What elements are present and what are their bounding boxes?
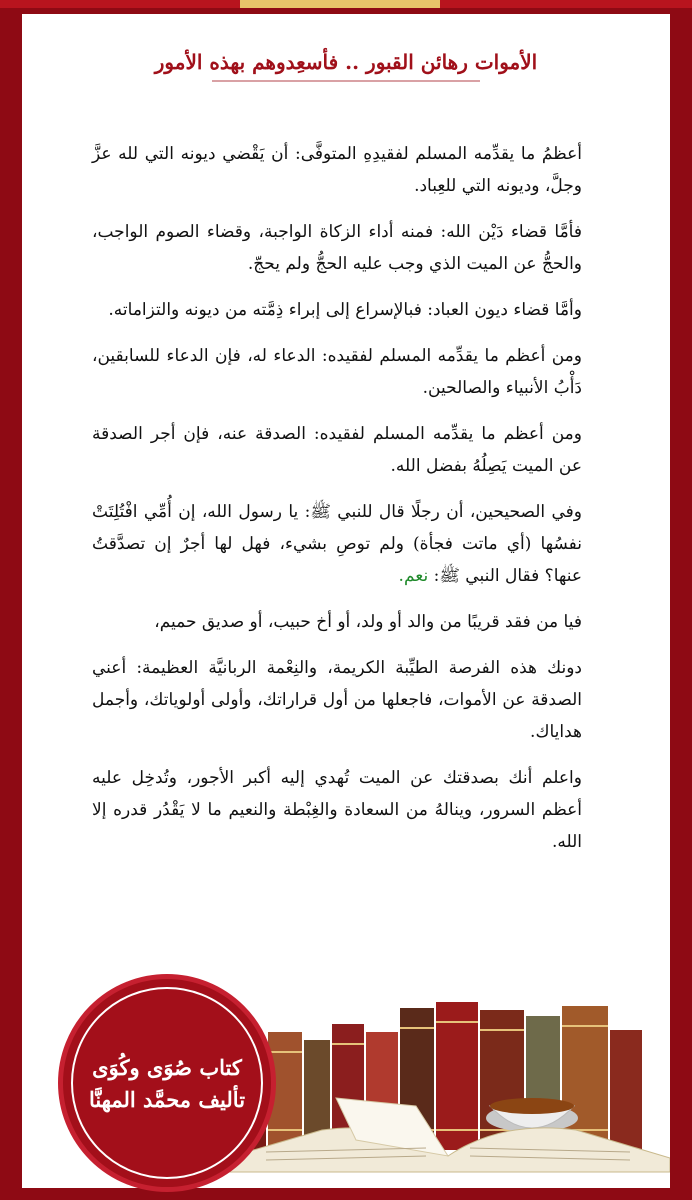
paragraph: ومن أعظم ما يقدِّمه المسلم لفقيده: الصدقة عنه، فإن أجر الصدقة عن الميت يَصِلُهُ بفضل الله. — [92, 424, 582, 476]
paragraph: فيا من فقد قريبًا من والد أو ولد، أو أخ حبيب، أو صديق حميم، — [154, 612, 582, 632]
books-illustration — [226, 980, 670, 1180]
paragraph: وأمَّا قضاء ديون العباد: فبالإسراع إلى إبراء ذِمَّته من ديونه والتزاماته. — [108, 300, 582, 320]
article-body — [92, 138, 582, 872]
poster-title: الأموات رهائن القبور .. فأسعِدوهم بهذه الأمور — [154, 50, 538, 74]
badge-author: تأليف محمَّد المهنَّا — [88, 1087, 246, 1112]
tea-surface — [490, 1098, 574, 1114]
paragraph: واعلم أنك بصدقتك عن الميت تُهدي إليه أكبر الأجور، وتُدخِل عليه أعظم السرور، وينالهُ من السعادة والغِبْطة والنعيم ما لا يَقْدُر قدره إلا الله. — [92, 768, 582, 852]
poster-frame — [22, 14, 670, 1188]
title-underline — [212, 80, 480, 82]
badge-inner-ring — [71, 987, 263, 1179]
book-badge — [58, 974, 276, 1192]
hadith-paragraph — [92, 496, 582, 592]
paragraph: دونك هذه الفرصة الطيِّبة الكريمة، والنِعْمة الربانيَّة العظيمة: أعني الصدقة عن الأموات، فاجعلها من أول قراراتك، وأولى أولوياتك، وأجمل هداياك. — [92, 658, 582, 742]
book-spine — [562, 1006, 608, 1150]
hadith-text: وفي الصحيحين، أن رجلًا قال للنبي ﷺ: يا رسول الله، إن أُمِّي افْتُلِتَتْ نفسُها (أي ماتت فجأة) ولم توصِ بشيء، فهل لها أجرٌ إن تصدَّقتُ عنها؟ فقال النبي ﷺ: — [92, 502, 582, 586]
book-spine — [436, 1002, 478, 1150]
paragraph: فأمَّا قضاء دَيْن الله: فمنه أداء الزكاة الواجبة، وقضاء الصوم الواجب، والحجُّ عن الميت الذي وجب عليه الحجُّ ولم يحجّ. — [92, 222, 582, 274]
paragraph: ومن أعظم ما يقدِّمه المسلم لفقيده: الدعاء له، فإن الدعاء للسابقين، دَأْبُ الأنبياء والصالحين. — [92, 346, 582, 398]
top-strip — [0, 0, 692, 8]
badge-book-title: كتاب صُوَى وكُوَى — [92, 1055, 242, 1080]
paragraph: أعظمُ ما يقدِّمه المسلم لفقيدِهِ المتوفَّى: أن يَقْضي ديونه التي لله عزَّ وجلَّ، وديونه التي للعِباد. — [92, 144, 582, 196]
hadith-answer: نعم. — [398, 566, 429, 586]
top-accent-bar — [240, 0, 440, 8]
book-spine — [610, 1030, 642, 1150]
